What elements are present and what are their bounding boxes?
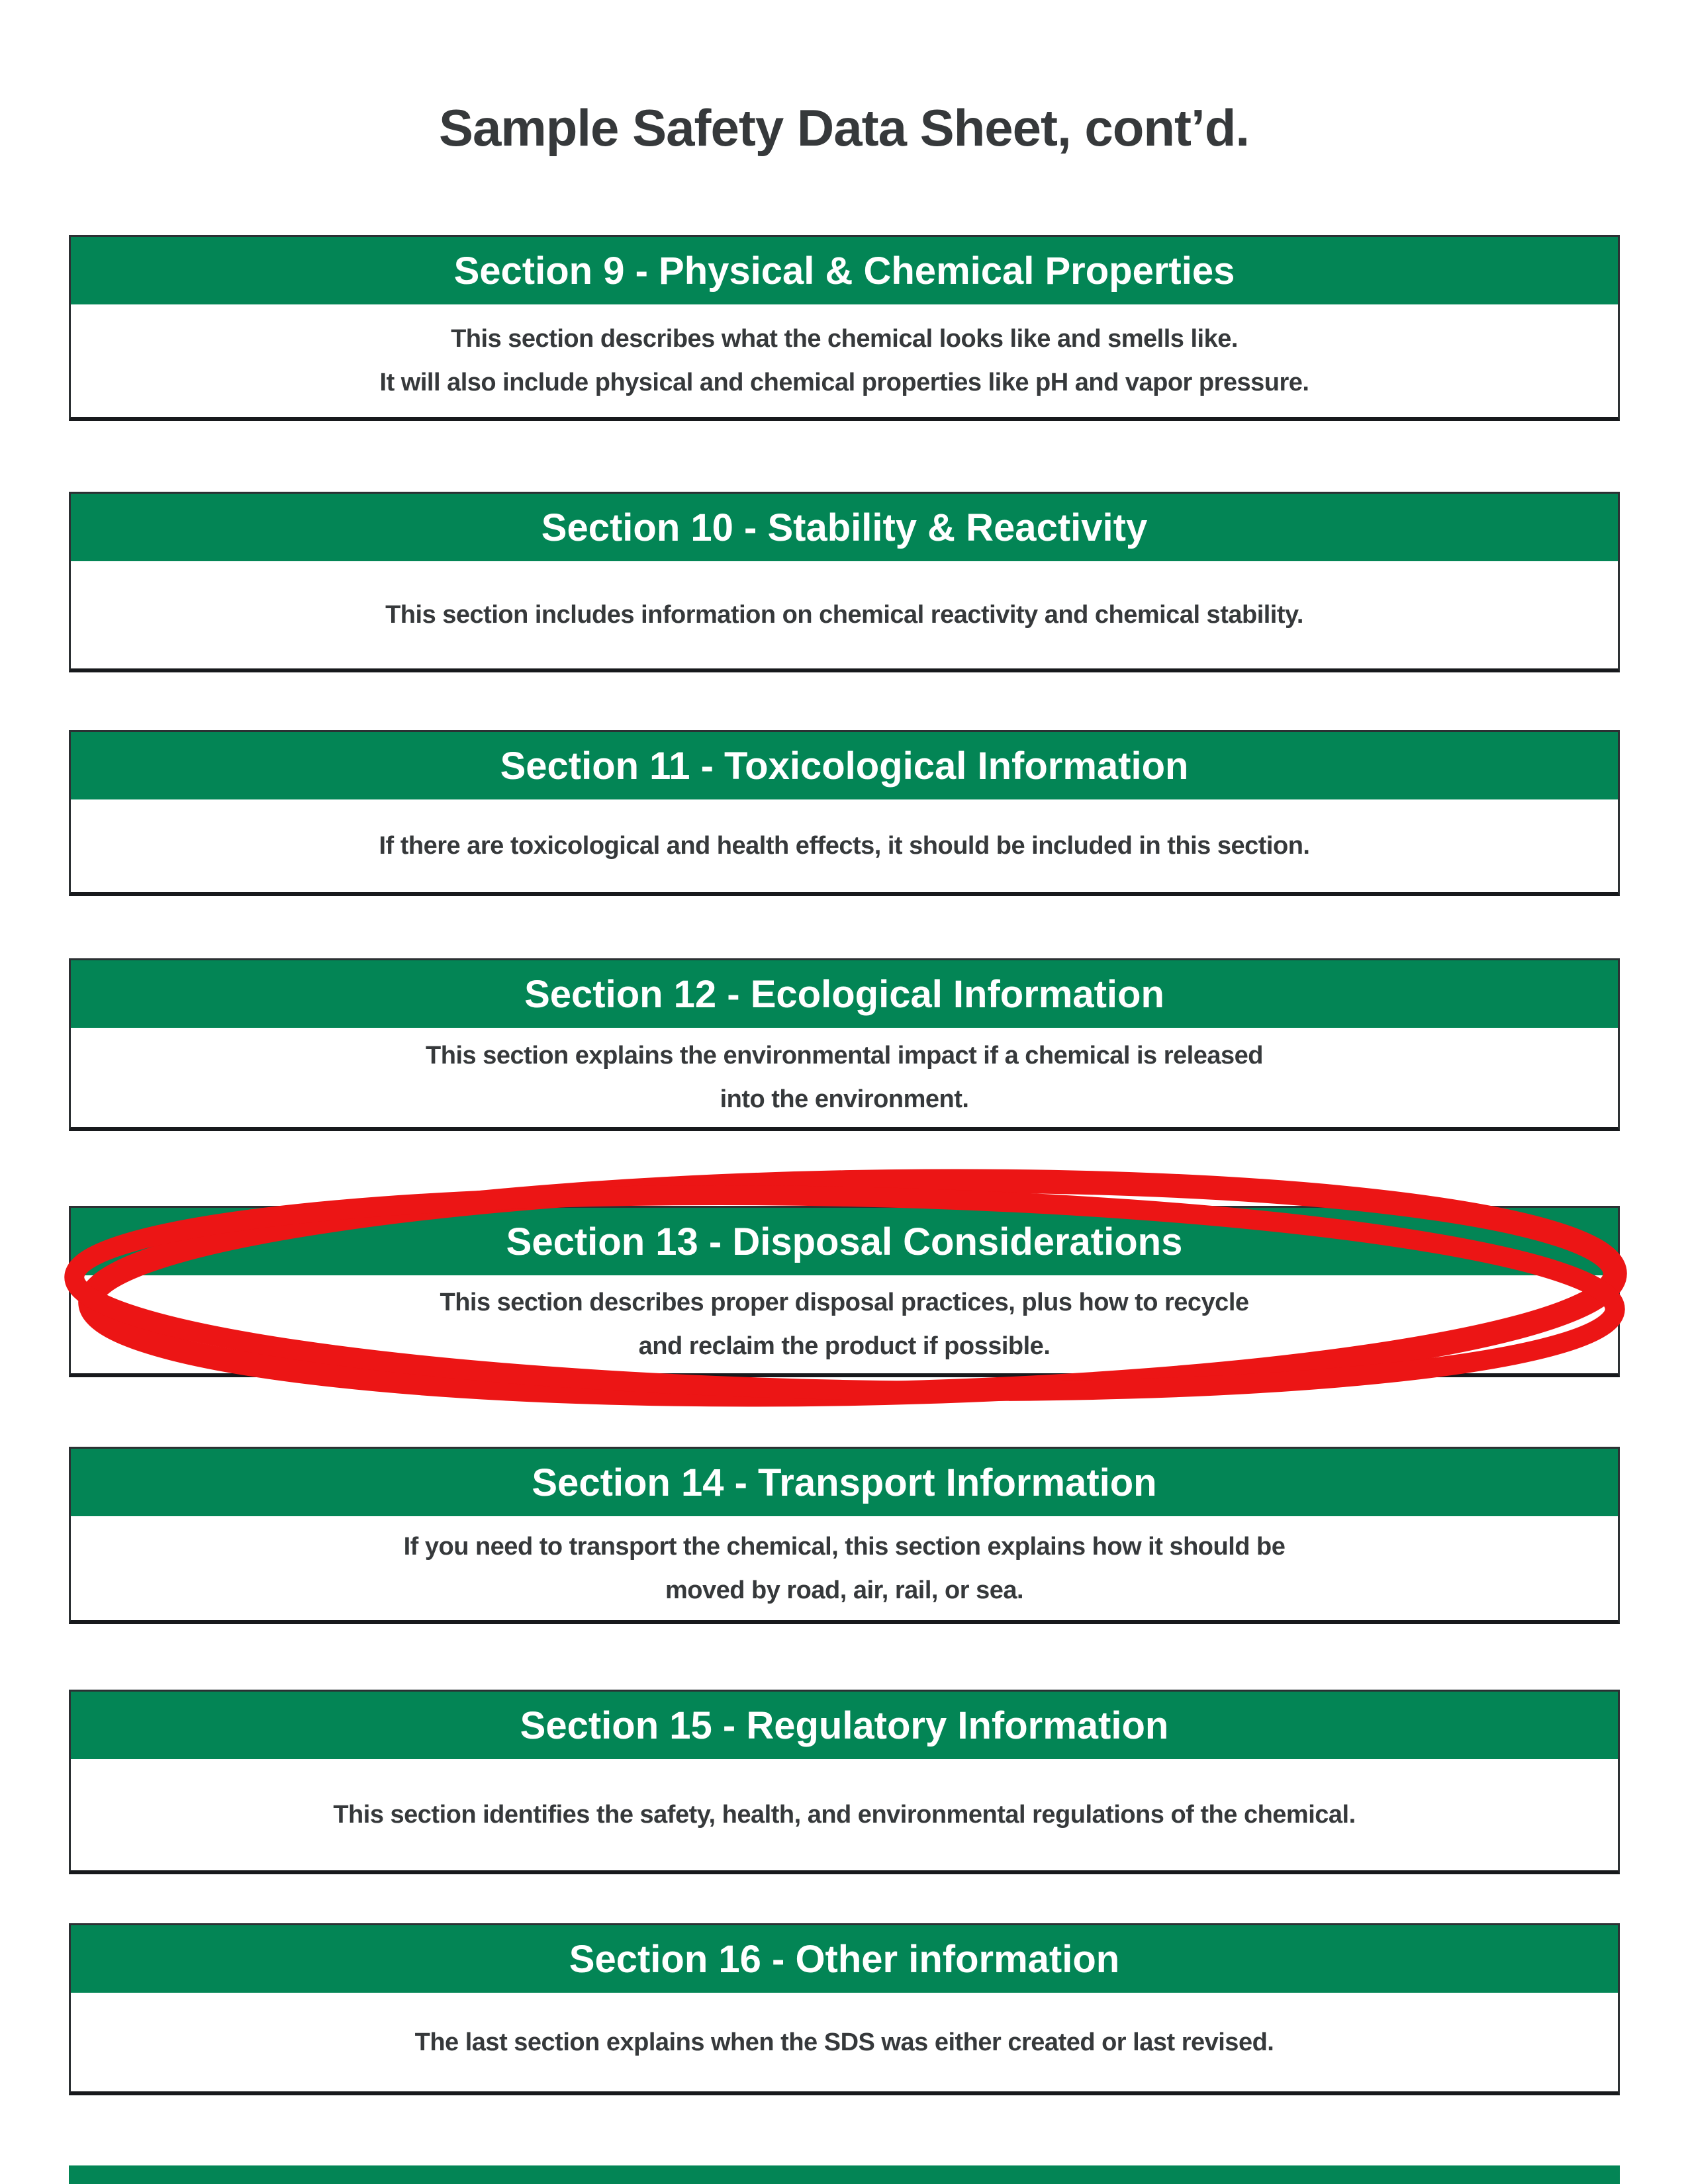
section-13-body bbox=[71, 1275, 1618, 1373]
section-12-card bbox=[69, 958, 1620, 1131]
section-10-header bbox=[71, 494, 1618, 561]
section-14-body bbox=[71, 1516, 1618, 1620]
section-15-body-line-1: This section identifies the safety, health, and environmental regulations of the chemical. bbox=[333, 1801, 1356, 1829]
section-15-card bbox=[69, 1690, 1620, 1874]
section-11-body bbox=[71, 799, 1618, 892]
section-14-header bbox=[71, 1449, 1618, 1516]
section-14-title: Section 14 - Transport Information bbox=[532, 1461, 1157, 1504]
section-11-card bbox=[69, 730, 1620, 896]
section-9-card bbox=[69, 235, 1620, 421]
section-11-body-line-1: If there are toxicological and health effects, it should be included in this section. bbox=[379, 832, 1310, 860]
section-9-body-line-1: This section describes what the chemical looks like and smells like. bbox=[451, 325, 1238, 353]
section-9-body bbox=[71, 304, 1618, 417]
section-10-title: Section 10 - Stability & Reactivity bbox=[541, 506, 1148, 549]
section-11-header bbox=[71, 732, 1618, 799]
section-13-body-line-1: This section describes proper disposal practices, plus how to recycle bbox=[440, 1289, 1249, 1316]
section-16-text-prefix: The last section explains when the bbox=[414, 2028, 824, 2056]
section-11-title: Section 11 - Toxicological Information bbox=[500, 744, 1189, 788]
section-10-body-line-1: This section includes information on chemical reactivity and chemical stability. bbox=[385, 601, 1303, 629]
section-10-body bbox=[71, 561, 1618, 668]
section-13-card bbox=[69, 1206, 1620, 1377]
section-14-body-line-2: moved by road, air, rail, or sea. bbox=[665, 1576, 1024, 1604]
section-12-header bbox=[71, 960, 1618, 1028]
section-16-body bbox=[71, 1993, 1618, 2091]
section-13-title: Section 13 - Disposal Considerations bbox=[506, 1220, 1183, 1263]
next-page-section-header-partial bbox=[69, 2165, 1620, 2184]
section-12-body bbox=[71, 1028, 1618, 1127]
section-13-header bbox=[71, 1208, 1618, 1275]
section-16-text-suffix: was either created or last revised. bbox=[874, 2028, 1274, 2056]
section-16-title: Section 16 - Other information bbox=[569, 1937, 1120, 1981]
section-12-body-line-2: into the environment. bbox=[720, 1085, 969, 1113]
section-16-body-line-1 bbox=[415, 2021, 1274, 2064]
section-16-text-bold-sds: SDS bbox=[823, 2028, 875, 2056]
page-title: Sample Safety Data Sheet, cont’d. bbox=[438, 99, 1250, 157]
section-9-title: Section 9 - Physical & Chemical Properties bbox=[453, 249, 1235, 293]
section-13-body-line-2: and reclaim the product if possible. bbox=[638, 1332, 1051, 1360]
section-16-card bbox=[69, 1923, 1620, 2095]
section-10-card bbox=[69, 492, 1620, 672]
section-9-body-line-2: It will also include physical and chemical properties like pH and vapor pressure. bbox=[379, 369, 1309, 396]
section-15-title: Section 15 - Regulatory Information bbox=[520, 1704, 1169, 1747]
section-12-title: Section 12 - Ecological Information bbox=[524, 972, 1164, 1016]
section-15-header bbox=[71, 1692, 1618, 1759]
section-15-body bbox=[71, 1759, 1618, 1870]
section-12-body-line-1: This section explains the environmental impact if a chemical is released bbox=[426, 1042, 1263, 1069]
section-16-header bbox=[71, 1925, 1618, 1993]
section-14-body-line-1: If you need to transport the chemical, this section explains how it should be bbox=[403, 1532, 1286, 1561]
section-9-header bbox=[71, 237, 1618, 304]
section-14-card bbox=[69, 1447, 1620, 1624]
